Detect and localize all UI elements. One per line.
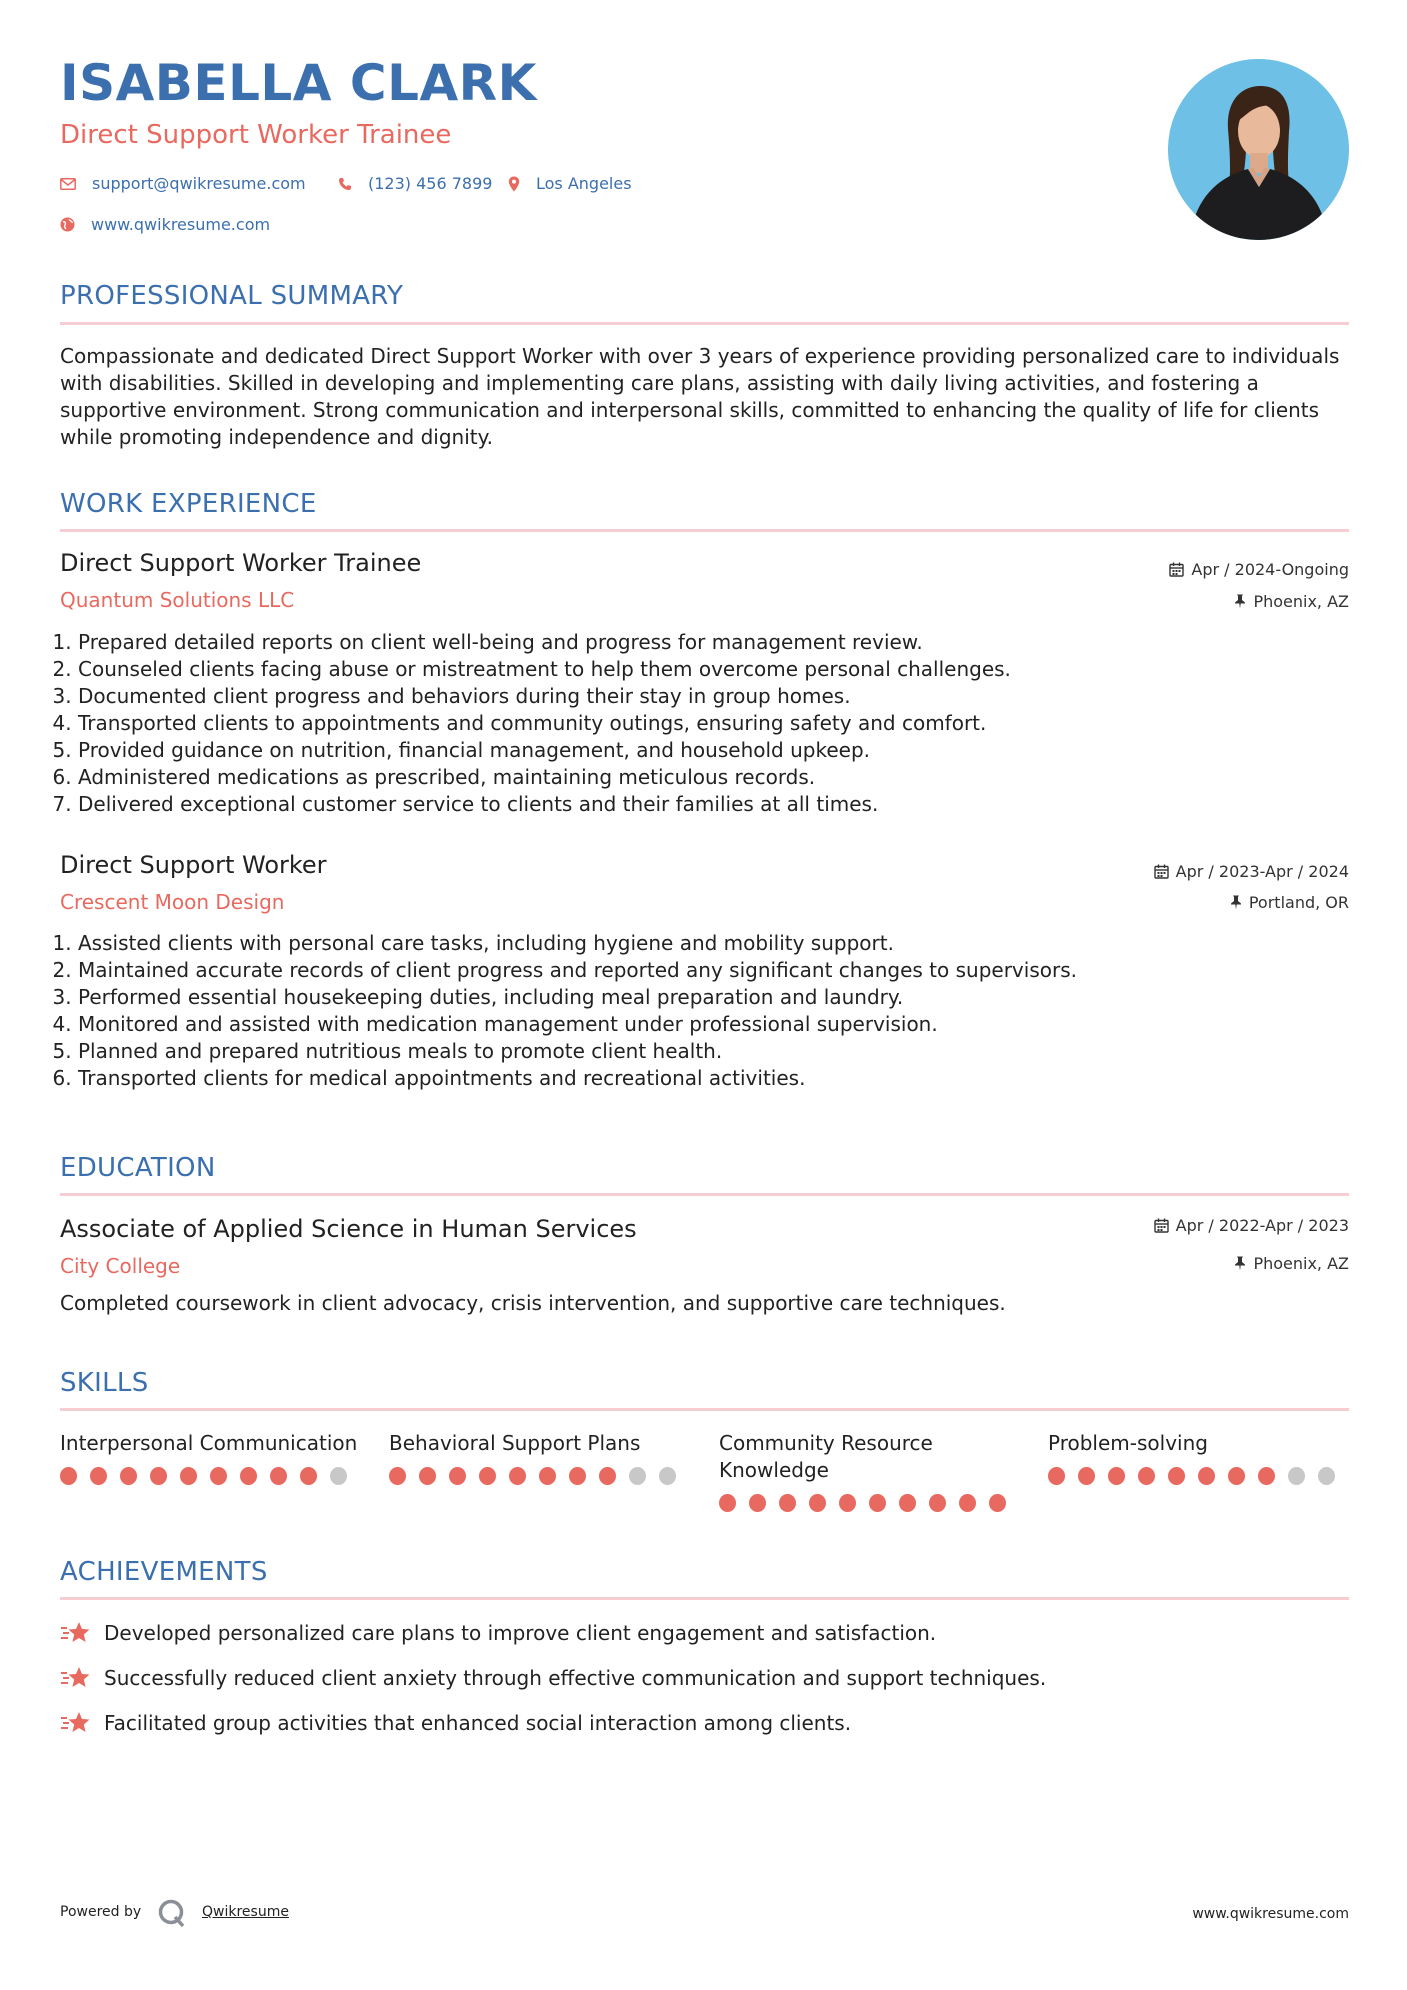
education-dates [1154,1216,1349,1235]
education-divider [60,1193,1349,1196]
list-item: 6. Administered medications as prescribed, maintaining meticulous records. [78,764,1358,791]
skill-rating [389,1467,689,1485]
skill-dot [150,1467,167,1485]
contact-location [508,174,632,193]
skill-rating [1048,1467,1348,1485]
skill-dot [959,1494,976,1512]
candidate-name: ISABELLA CLARK [60,54,537,112]
skill-item [60,1430,360,1485]
skill-dot [120,1467,137,1485]
list-item: 5. Planned and prepared nutritious meals to promote client health. [78,1038,1358,1065]
email-text: support@qwikresume.com [92,174,306,193]
skill-dot [869,1494,886,1512]
calendar-icon [1154,1218,1169,1233]
achievement-item [60,1710,851,1736]
skill-dot [719,1494,736,1512]
education-dates-text: Apr / 2022-Apr / 2023 [1175,1216,1349,1235]
list-item: 4. Monitored and assisted with medication management under professional supervision. [78,1011,1358,1038]
calendar-icon [1169,562,1184,577]
list-item: 1. Assisted clients with personal care tasks, including hygiene and mobility support. [78,930,1358,957]
job-dates [1169,560,1349,579]
skill-dot [1288,1467,1305,1485]
job-location [1234,592,1349,611]
skill-dot [779,1494,796,1512]
candidate-title: Direct Support Worker Trainee [60,120,452,150]
skill-dot [330,1467,347,1485]
skill-dot [509,1467,526,1485]
skill-dot [1228,1467,1245,1485]
skill-name: Behavioral Support Plans [389,1431,641,1455]
summary-heading: PROFESSIONAL SUMMARY [60,281,404,311]
achievement-text: Developed personalized care plans to improve client engagement and satisfaction. [104,1621,937,1645]
skill-dot [1108,1467,1125,1485]
achievement-item [60,1665,1046,1691]
skill-rating [60,1467,360,1485]
powered-by-label: Powered by [60,1904,142,1920]
education-description: Completed coursework in client advocacy, crisis intervention, and supportive care techniques. [60,1291,1006,1315]
achievement-text: Facilitated group activities that enhanced social interaction among clients. [104,1711,852,1735]
skill-dot [419,1467,436,1485]
skill-dot [659,1467,676,1485]
list-item: 3. Documented client progress and behaviors during their stay in group homes. [78,683,1358,710]
list-item: 7. Delivered exceptional customer service to clients and their families at all times. [78,791,1358,818]
skill-dot [599,1467,616,1485]
list-item: 4. Transported clients to appointments and community outings, ensuring safety and comfort. [78,710,1358,737]
list-item: 2. Counseled clients facing abuse or mistreatment to help them overcome personal challenges. [78,656,1358,683]
list-item: 6. Transported clients for medical appointments and recreational activities. [78,1065,1358,1092]
education-heading: EDUCATION [60,1153,216,1183]
job-company: Quantum Solutions LLC [60,588,295,612]
skill-dot [899,1494,916,1512]
achievements-divider [60,1597,1349,1600]
job-location [1230,893,1349,912]
profile-photo [1168,59,1349,240]
achievement-item [60,1620,936,1646]
summary-text: Compassionate and dedicated Direct Support Worker with over 3 years of experience providing personalized care to individuals with disabilities. Skilled in developing and implementing care plans, assisting with daily living activities, and fostering a supportive environment. Strong communication and interpersonal skills, committed to enhancing the quality of life for clients while promoting independence and dignity. [60,344,1340,449]
phone-text: (123) 456 7899 [368,174,493,193]
skill-item [389,1430,689,1485]
skill-dot [1078,1467,1095,1485]
skill-dot [210,1467,227,1485]
job-dates-text: Apr / 2024-Ongoing [1191,560,1349,579]
skill-dot [449,1467,466,1485]
calendar-icon [1154,864,1169,879]
star-award-icon [60,1620,92,1646]
skill-dot [479,1467,496,1485]
skill-dot [240,1467,257,1485]
job-location-text: Portland, OR [1248,893,1349,912]
pushpin-icon [1234,1256,1246,1271]
skill-dot [1138,1467,1155,1485]
skill-item [1048,1430,1348,1485]
pushpin-icon [1234,594,1246,609]
pushpin-icon [1230,895,1242,910]
achievement-text: Successfully reduced client anxiety through effective communication and support techniques. [104,1666,1047,1690]
location-text: Los Angeles [536,174,632,193]
job-bullets [60,930,1358,1092]
footer-website[interactable]: www.qwikresume.com [1192,1906,1349,1922]
envelope-icon [60,178,76,190]
experience-divider [60,529,1349,532]
experience-heading: WORK EXPERIENCE [60,489,317,519]
list-item: 5. Provided guidance on nutrition, financial management, and household upkeep. [78,737,1358,764]
achievements-heading: ACHIEVEMENTS [60,1557,268,1587]
skill-dot [929,1494,946,1512]
skill-item [719,1430,1019,1512]
skill-rating [719,1494,1019,1512]
skills-heading: SKILLS [60,1368,149,1398]
list-item: 1. Prepared detailed reports on client well-being and progress for management review. [78,629,1358,656]
degree-title: Associate of Applied Science in Human Services [60,1215,637,1243]
qwikresume-logo [157,1898,187,1928]
job-dates [1154,862,1349,881]
skill-dot [180,1467,197,1485]
skill-dot [300,1467,317,1485]
skill-dot [839,1494,856,1512]
skill-name: Community Resource Knowledge [719,1431,933,1482]
job-title: Direct Support Worker Trainee [60,549,422,577]
job-company: Crescent Moon Design [60,890,285,914]
skill-dot [1168,1467,1185,1485]
website-text: www.qwikresume.com [91,215,271,234]
school-name: City College [60,1254,181,1278]
star-award-icon [60,1710,92,1736]
list-item: 2. Maintained accurate records of client progress and reported any significant changes to supervisors. [78,957,1358,984]
skill-dot [1318,1467,1335,1485]
skill-name: Interpersonal Communication [60,1431,358,1455]
skill-dot [1258,1467,1275,1485]
list-item: 3. Performed essential housekeeping duties, including meal preparation and laundry. [78,984,1358,1011]
qwikresume-link[interactable]: Qwikresume [202,1904,289,1920]
skill-dot [1048,1467,1065,1485]
skill-dot [389,1467,406,1485]
skill-dot [1198,1467,1215,1485]
education-location [1234,1254,1349,1273]
skill-name: Problem-solving [1048,1431,1208,1455]
skill-dot [569,1467,586,1485]
job-title: Direct Support Worker [60,851,327,879]
skills-divider [60,1408,1349,1411]
skill-dot [749,1494,766,1512]
phone-icon [338,177,352,191]
star-award-icon [60,1665,92,1691]
job-dates-text: Apr / 2023-Apr / 2024 [1175,862,1349,881]
education-location-text: Phoenix, AZ [1253,1254,1349,1273]
skill-dot [90,1467,107,1485]
contact-email[interactable] [60,174,306,193]
contact-phone[interactable] [338,174,492,193]
skill-dot [539,1467,556,1485]
skill-dot [629,1467,646,1485]
skill-dot [989,1494,1006,1512]
summary-divider [60,322,1349,325]
job-location-text: Phoenix, AZ [1253,592,1349,611]
skill-dot [60,1467,77,1485]
contact-website[interactable] [60,215,270,234]
map-pin-icon [508,176,520,192]
skill-dot [270,1467,287,1485]
globe-icon [60,217,75,232]
job-bullets [60,629,1358,818]
skill-dot [809,1494,826,1512]
